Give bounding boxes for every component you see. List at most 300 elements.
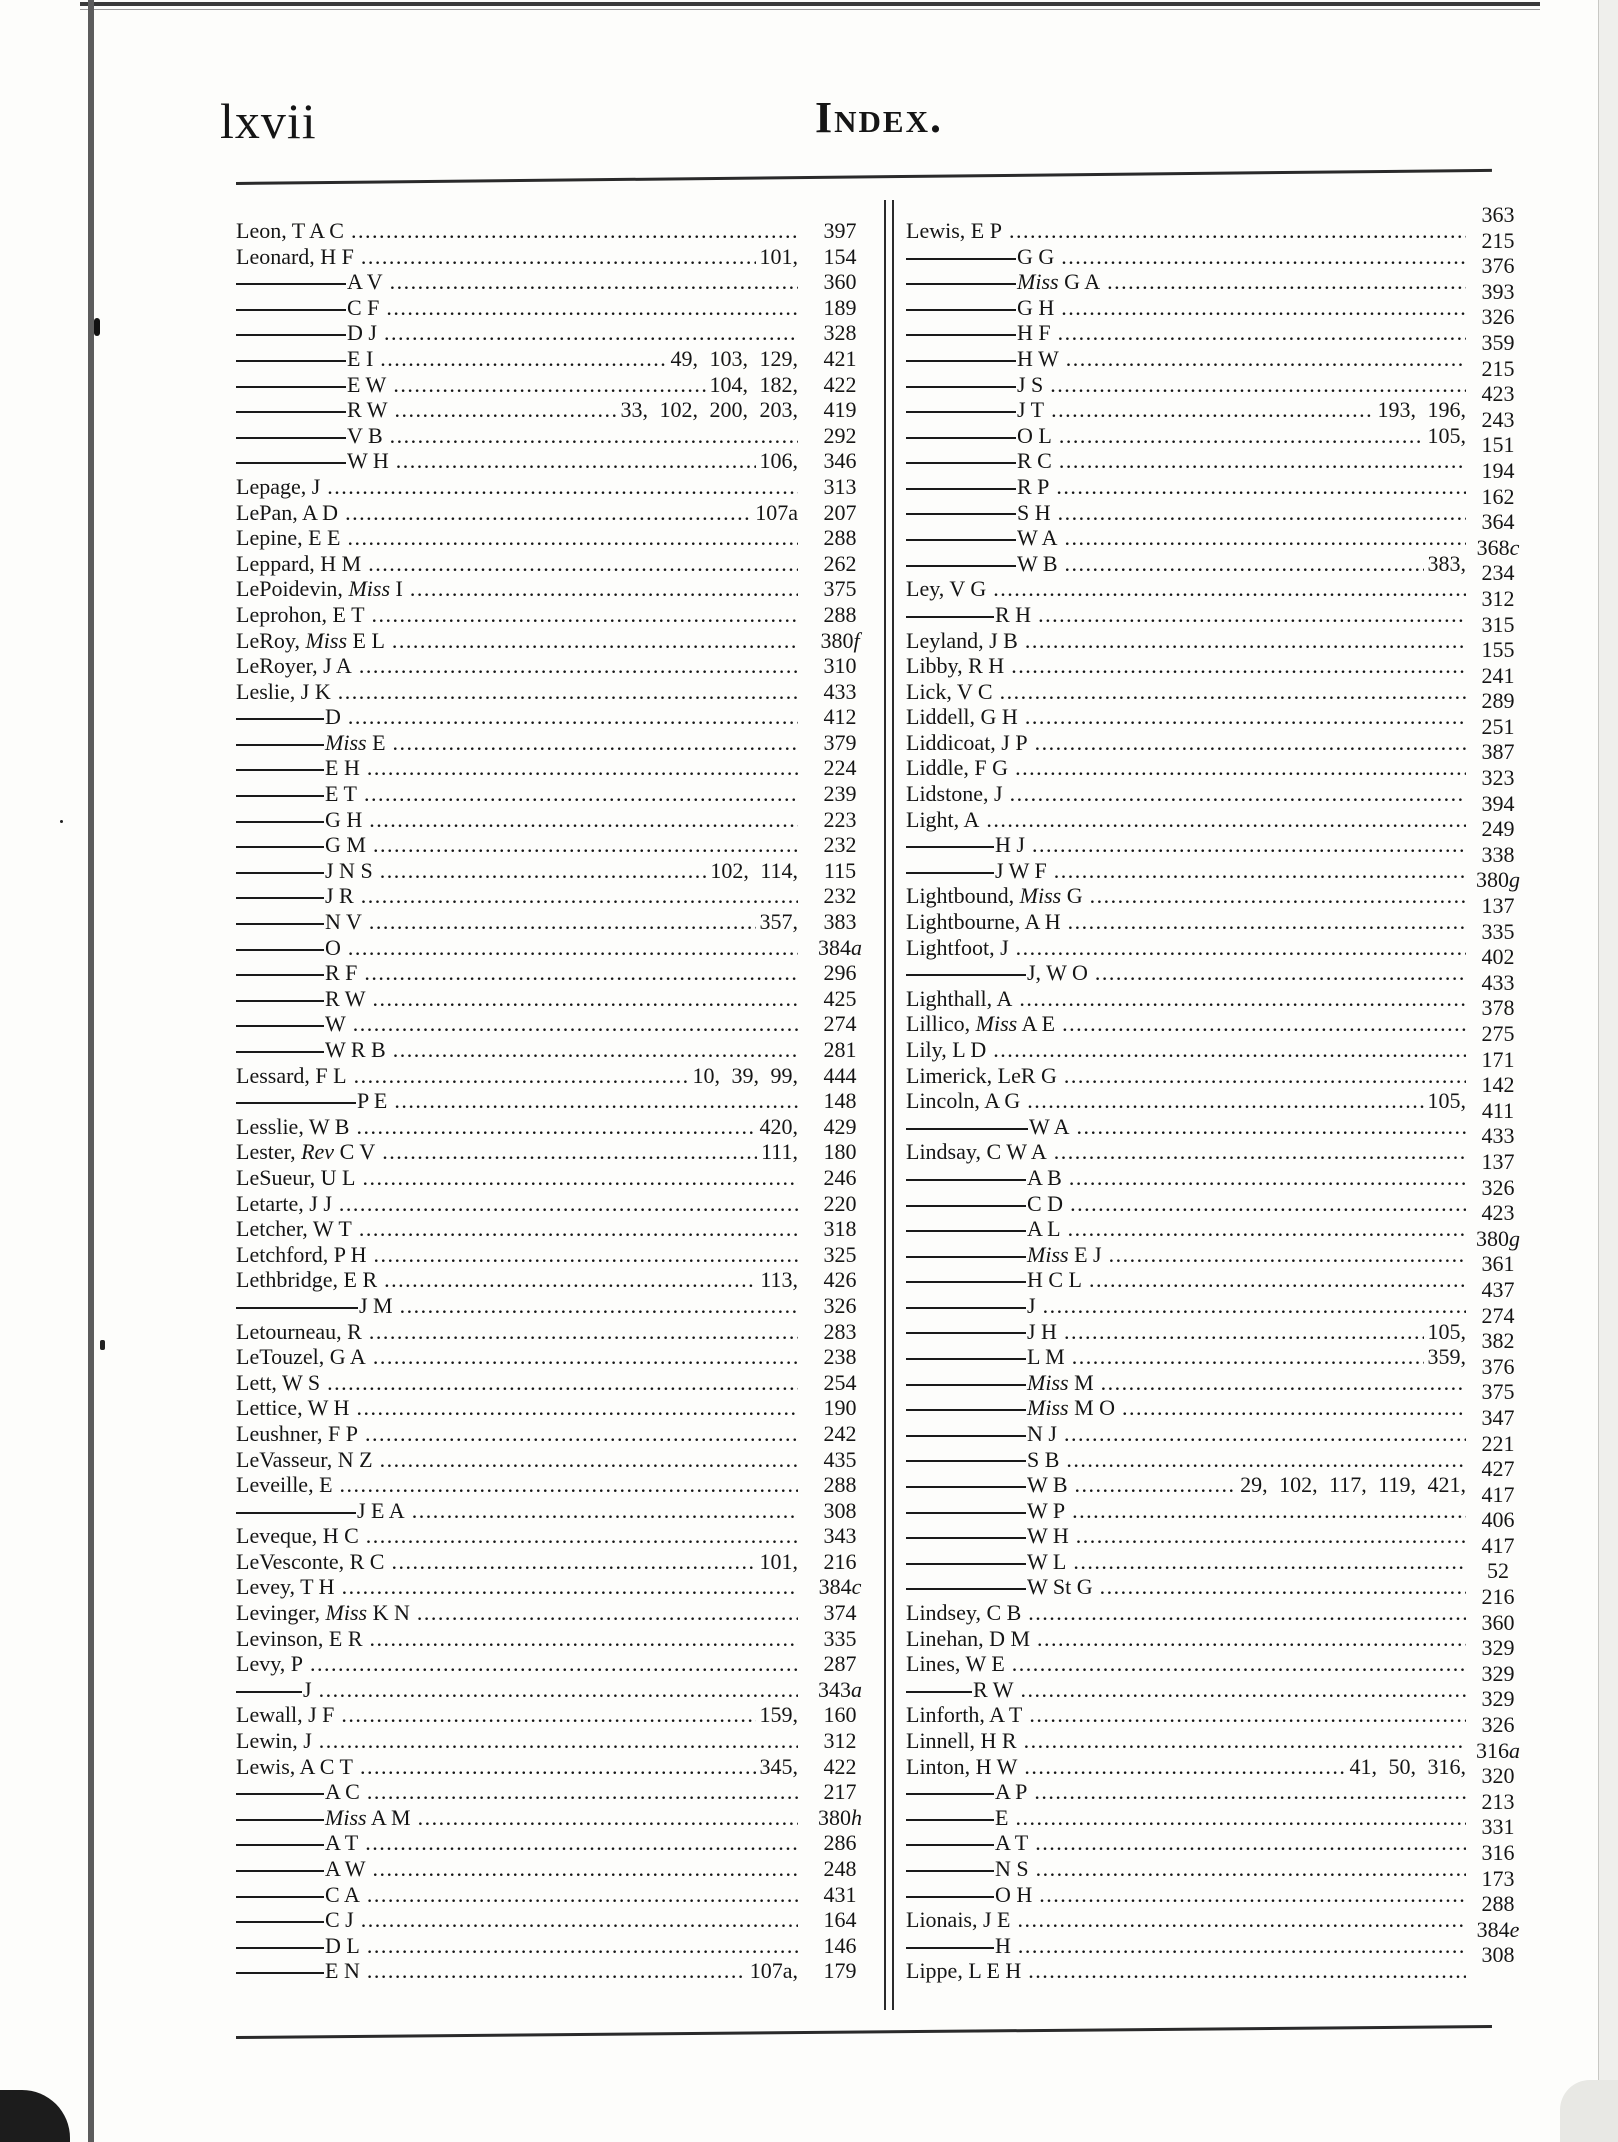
entry-page: 375 — [1481, 1379, 1515, 1405]
entry-page: 421 — [823, 345, 857, 371]
ditto-dash — [906, 360, 1016, 362]
ditto-dash — [236, 411, 346, 413]
index-entry — [906, 1123, 1526, 1165]
entry-page: 437 — [1481, 1276, 1515, 1302]
entry-name: LeTouzel, G A ..... — [236, 1344, 798, 1370]
entry-page: 249 — [1481, 816, 1515, 842]
ditto-dash — [236, 872, 324, 874]
ditto-dash — [906, 1409, 1026, 1411]
ditto-dash — [906, 616, 994, 618]
entry-page: 162 — [1481, 483, 1515, 509]
entry-page: 155 — [1481, 637, 1515, 663]
entry-page: 343 — [823, 1523, 857, 1549]
entry-name: E N ..... — [236, 1958, 798, 1984]
entry-page: 423 — [1481, 1200, 1515, 1226]
ditto-dash — [906, 1179, 1026, 1181]
entry-page: 179 — [823, 1958, 857, 1984]
ditto-dash — [906, 1230, 1026, 1232]
index-entry — [236, 372, 876, 398]
index-entry — [236, 832, 876, 858]
entry-page: 137 — [1481, 893, 1515, 919]
entry-name: A C ..... — [236, 1779, 798, 1805]
entry-page: 427 — [1481, 1456, 1515, 1482]
entry-page: 417 — [1481, 1481, 1515, 1507]
entry-name: H W ..... — [906, 346, 1466, 372]
entry-refs: 359, — [1424, 1344, 1467, 1370]
entry-page: 346 — [823, 448, 857, 474]
entry-name: E I ..... — [236, 346, 798, 372]
entry-page: 171 — [1481, 1046, 1515, 1072]
ditto-dash — [236, 1947, 324, 1949]
entry-page: 286 — [823, 1830, 857, 1856]
entry-name: H F ..... — [906, 320, 1466, 346]
entry-page: 154 — [823, 243, 857, 269]
entry-name: LeRoy, Miss E L ..... — [236, 628, 798, 654]
index-entry — [236, 1293, 876, 1319]
entry-name: Miss M O ..... — [906, 1395, 1466, 1421]
entry-name: E ..... — [906, 1805, 1466, 1831]
entry-name: V B ..... — [236, 423, 798, 449]
entry-name: Miss G A ..... — [906, 269, 1466, 295]
entry-refs: 49, 103, 129, — [667, 346, 799, 372]
entry-name: Lippe, L E H ..... — [906, 1958, 1466, 1984]
entry-name: W A ..... — [906, 1114, 1466, 1140]
entry-name: LeRoyer, J A ..... — [236, 653, 798, 679]
ditto-dash — [236, 1870, 324, 1872]
entry-page: 217 — [823, 1779, 857, 1805]
index-entry — [236, 218, 876, 244]
entry-name: LeVasseur, N Z ..... — [236, 1447, 798, 1473]
index-entry — [236, 1882, 876, 1908]
ditto-dash — [236, 1307, 358, 1309]
ditto-dash — [906, 1332, 1026, 1334]
index-entry — [236, 1779, 876, 1805]
ditto-dash — [906, 1384, 1026, 1386]
entry-page: 325 — [823, 1241, 857, 1267]
entry-page: 220 — [823, 1190, 857, 1216]
entry-name: W L ..... — [906, 1549, 1466, 1575]
ditto-dash — [236, 769, 324, 771]
entry-page: 411 — [1481, 1097, 1515, 1123]
entry-refs: 105, — [1424, 1088, 1467, 1114]
index-entry — [236, 704, 876, 730]
entry-name: N V ..... — [236, 909, 798, 935]
entry-page: 151 — [1481, 432, 1515, 458]
entry-name: W H ..... — [236, 448, 798, 474]
index-entry — [236, 1165, 876, 1191]
entry-page: 384e — [1476, 1916, 1520, 1942]
entry-page: 288 — [1481, 1891, 1515, 1917]
entry-page: 422 — [823, 1753, 857, 1779]
entry-name: J S ..... — [906, 372, 1466, 398]
entry-name: C F ..... — [236, 295, 798, 321]
entry-name: D L ..... — [236, 1933, 798, 1959]
entry-name: S B ..... — [906, 1447, 1466, 1473]
entry-name: W A ..... — [906, 525, 1466, 551]
ditto-dash — [236, 334, 346, 336]
entry-page: 274 — [823, 1011, 857, 1037]
ditto-dash — [236, 462, 346, 464]
entry-name: Lily, L D ..... — [906, 1037, 1466, 1063]
entry-page: 375 — [823, 576, 857, 602]
ditto-dash — [906, 1460, 1026, 1462]
entry-page: 146 — [823, 1932, 857, 1958]
entry-refs: 383, — [1424, 551, 1467, 577]
index-entry — [236, 679, 876, 705]
entry-name: R H ..... — [906, 602, 1466, 628]
entry-name: Miss E J ..... — [906, 1242, 1466, 1268]
entry-page: 374 — [823, 1600, 857, 1626]
entry-page: 380h — [818, 1804, 862, 1830]
entry-page: 232 — [823, 883, 857, 909]
ditto-dash — [236, 386, 346, 388]
entry-page: 394 — [1481, 790, 1515, 816]
index-entry — [236, 1242, 876, 1268]
entry-name: Lewis, E P ..... — [906, 218, 1466, 244]
index-entry — [236, 1600, 876, 1626]
index-entry — [236, 1626, 876, 1652]
entry-refs: 420, — [756, 1114, 799, 1140]
entry-name: W ..... — [236, 1011, 798, 1037]
ditto-dash — [236, 1691, 302, 1693]
entry-name: C A ..... — [236, 1882, 798, 1908]
entry-refs: 29, 102, 117, 119, 421, — [1236, 1472, 1466, 1498]
entry-name: P E ..... — [236, 1088, 798, 1114]
entry-page: 329 — [1481, 1660, 1515, 1686]
entry-page: 194 — [1481, 457, 1515, 483]
index-entry — [236, 755, 876, 781]
index-entry — [906, 202, 1526, 244]
page-curl — [1560, 2080, 1618, 2142]
ditto-dash — [236, 795, 324, 797]
entry-page: 262 — [823, 550, 857, 576]
entry-page: 248 — [823, 1856, 857, 1881]
entry-page: 215 — [1481, 227, 1515, 253]
entry-page: 423 — [1481, 381, 1515, 407]
entry-name: G G ..... — [906, 244, 1466, 270]
ditto-dash — [906, 411, 1016, 413]
entry-refs: 345, — [756, 1754, 799, 1780]
entry-name: G H ..... — [906, 295, 1466, 321]
entry-page: 359 — [1481, 329, 1515, 355]
entry-page: 316 — [1481, 1840, 1515, 1865]
index-entry — [236, 1267, 876, 1293]
index-entry — [236, 1574, 876, 1600]
entry-name: E H ..... — [236, 755, 798, 781]
entry-page: 241 — [1481, 662, 1515, 688]
ditto-dash — [906, 1205, 1026, 1207]
index-entry — [236, 397, 876, 423]
entry-name: A T ..... — [906, 1830, 1466, 1856]
entry-page: 190 — [823, 1395, 857, 1421]
entry-refs: 102, 114, — [706, 858, 798, 884]
entry-name: Letarte, J J ..... — [236, 1191, 798, 1217]
entry-page: 347 — [1481, 1404, 1515, 1430]
entry-name: R W ..... — [906, 1677, 1466, 1703]
index-entry — [236, 1088, 876, 1114]
entry-page: 368c — [1476, 534, 1520, 560]
entry-page: 393 — [1481, 278, 1515, 304]
entry-page: 281 — [823, 1037, 857, 1062]
index-entry — [236, 935, 876, 961]
ditto-dash — [236, 1921, 324, 1923]
entry-page: 328 — [823, 320, 857, 346]
entry-refs: 41, 50, 316, — [1346, 1754, 1467, 1780]
index-entry — [236, 883, 876, 909]
entry-name: Miss M ..... — [906, 1370, 1466, 1396]
top-border-line-thin — [80, 9, 1540, 10]
entry-page: 361 — [1481, 1251, 1515, 1277]
ditto-dash — [236, 821, 324, 823]
entry-page: 312 — [1481, 585, 1515, 611]
entry-page: 243 — [1481, 406, 1515, 432]
entry-name: Levy, P ..... — [236, 1651, 798, 1677]
entry-page: 435 — [823, 1446, 857, 1472]
entry-page: 164 — [823, 1907, 857, 1933]
ditto-dash — [906, 1870, 994, 1872]
index-entry — [236, 781, 876, 807]
ditto-dash — [906, 1819, 994, 1821]
entry-page: 148 — [823, 1088, 857, 1114]
ditto-dash — [906, 1128, 1028, 1130]
entry-name: J ..... — [906, 1293, 1466, 1319]
entry-name: Lett, W S ..... — [236, 1370, 798, 1396]
index-entry — [906, 1814, 1526, 1856]
index-entry — [236, 1191, 876, 1217]
entry-name: Lewis, A C T ..... — [236, 1754, 798, 1780]
entry-refs: 105, — [1424, 423, 1467, 449]
entry-name: Linnell, H R ..... — [906, 1728, 1466, 1754]
page-title: Index. — [815, 93, 943, 142]
entry-name: Miss A M ..... — [236, 1805, 798, 1831]
footer-rule — [236, 2025, 1492, 2039]
entry-page: 292 — [823, 422, 857, 448]
index-column-left — [236, 218, 876, 1984]
entry-refs: 107a — [751, 500, 798, 526]
entry-name: Light, A ..... — [906, 807, 1466, 833]
index-entry — [236, 1677, 876, 1703]
index-entry — [236, 1754, 876, 1780]
ditto-dash — [906, 283, 1016, 285]
ditto-dash — [236, 1512, 356, 1514]
ditto-dash — [236, 974, 324, 976]
index-entry — [236, 807, 876, 833]
ditto-dash — [906, 1844, 994, 1846]
index-entry — [236, 1447, 876, 1473]
ditto-dash — [906, 1281, 1026, 1283]
index-entry — [236, 346, 876, 372]
entry-page: 419 — [823, 397, 857, 423]
entry-name: Leyland, J B ..... — [906, 628, 1466, 654]
entry-name: Leslie, J K ..... — [236, 679, 798, 705]
entry-page: 251 — [1481, 713, 1515, 739]
entry-name: R W ..... — [236, 986, 798, 1012]
entry-name: Ley, V G ..... — [906, 576, 1466, 602]
ditto-dash — [906, 462, 1016, 464]
entry-name: J H ..... — [906, 1319, 1466, 1345]
ditto-dash — [906, 513, 1016, 515]
index-entry — [236, 730, 876, 756]
entry-page: 246 — [823, 1164, 857, 1190]
entry-name: Letcher, W T ..... — [236, 1216, 798, 1242]
ditto-dash — [906, 565, 1016, 567]
entry-name: R F ..... — [236, 960, 798, 986]
entry-page: 288 — [823, 1472, 857, 1498]
ditto-dash — [906, 1896, 994, 1898]
column-separator — [884, 200, 886, 2010]
entry-refs: 107a, — [746, 1958, 798, 1984]
entry-refs: 105, — [1424, 1319, 1467, 1345]
entry-page: 308 — [823, 1497, 857, 1523]
ditto-dash — [236, 1025, 324, 1027]
index-entry — [236, 1037, 876, 1063]
entry-page: 216 — [823, 1548, 857, 1574]
entry-name: Lindsey, C B ..... — [906, 1600, 1466, 1626]
entry-name: Levey, T H ..... — [236, 1574, 798, 1600]
entry-refs: 33, 102, 200, 203, — [617, 397, 799, 423]
ditto-dash — [236, 1102, 356, 1104]
index-entry — [906, 1379, 1526, 1421]
entry-name: Lillico, Miss A E ..... — [906, 1011, 1466, 1037]
entry-page: 382 — [1481, 1328, 1515, 1354]
entry-name: Miss E ..... — [236, 730, 798, 756]
entry-page: 180 — [823, 1139, 857, 1165]
entry-page: 213 — [1481, 1788, 1515, 1814]
ditto-dash — [906, 1563, 1026, 1565]
entry-name: Lewin, J ..... — [236, 1728, 798, 1754]
entry-page: 312 — [823, 1728, 857, 1754]
ditto-dash — [906, 539, 1016, 541]
entry-name: Levinson, E R ..... — [236, 1626, 798, 1652]
entry-page: 323 — [1481, 765, 1515, 791]
index-entry — [236, 1958, 876, 1984]
entry-refs: 111, — [757, 1139, 798, 1165]
entry-page: 115 — [823, 857, 857, 883]
entry-page: 360 — [823, 269, 857, 295]
ink-mark — [100, 1340, 105, 1350]
index-entry — [236, 1702, 876, 1728]
ditto-dash — [236, 1051, 324, 1053]
index-entry — [236, 1856, 876, 1882]
entry-page: 288 — [823, 601, 857, 627]
index-column-right — [906, 202, 1526, 1984]
entry-page: 315 — [1481, 611, 1515, 637]
entry-name: A T ..... — [236, 1830, 798, 1856]
entry-page: 296 — [823, 960, 857, 986]
index-entry — [236, 244, 876, 270]
entry-page: 378 — [1481, 995, 1515, 1021]
entry-name: A P ..... — [906, 1779, 1466, 1805]
entry-page: 380g — [1476, 867, 1520, 893]
entry-name: A L ..... — [906, 1216, 1466, 1242]
entry-page: 444 — [823, 1062, 857, 1088]
ditto-dash — [236, 1000, 324, 1002]
entry-name: Libby, R H ..... — [906, 653, 1466, 679]
ditto-dash — [236, 718, 324, 720]
entry-page: 326 — [1481, 304, 1515, 330]
index-entry — [236, 1114, 876, 1140]
entry-name: A W ..... — [236, 1856, 798, 1882]
entry-name: Lick, V C ..... — [906, 679, 1466, 705]
entry-page: 239 — [823, 781, 857, 807]
entry-page: 335 — [823, 1625, 857, 1651]
entry-page: 384c — [818, 1574, 862, 1600]
entry-name: J N S ..... — [236, 858, 798, 884]
entry-name: R C ..... — [906, 448, 1466, 474]
entry-page: 380g — [1476, 1225, 1520, 1251]
index-entry — [236, 1395, 876, 1421]
entry-page: 242 — [823, 1420, 857, 1446]
ditto-dash — [906, 1793, 994, 1795]
entry-page: 335 — [1481, 918, 1515, 944]
entry-name: Letourneau, R ..... — [236, 1319, 798, 1345]
entry-name: D ..... — [236, 704, 798, 730]
entry-name: A B ..... — [906, 1165, 1466, 1191]
entry-page: 320 — [1481, 1763, 1515, 1789]
entry-page: 364 — [1481, 509, 1515, 535]
ditto-dash — [906, 386, 1016, 388]
ditto-dash — [906, 846, 994, 848]
entry-name: H C L ..... — [906, 1267, 1466, 1293]
entry-name: J T ..... — [906, 397, 1466, 423]
index-entry — [236, 1344, 876, 1370]
entry-refs: 104, 182, — [706, 372, 799, 398]
entry-page: 380f — [820, 627, 860, 653]
index-entry — [236, 1139, 876, 1165]
entry-name: J ..... — [236, 1677, 798, 1703]
index-entry — [236, 551, 876, 577]
entry-refs: 193, 196, — [1374, 397, 1467, 423]
ditto-dash — [906, 1486, 1026, 1488]
entry-page: 52 — [1487, 1558, 1509, 1584]
entry-name: Leushner, F P ..... — [236, 1421, 798, 1447]
index-entry — [236, 960, 876, 986]
index-entry — [236, 1523, 876, 1549]
ditto-dash — [906, 1435, 1026, 1437]
entry-name: E W ..... — [236, 372, 798, 398]
entry-page: 288 — [823, 525, 857, 551]
ditto-dash — [236, 1819, 324, 1821]
ditto-dash — [906, 1691, 972, 1693]
entry-page: 308 — [1481, 1942, 1515, 1968]
entry-page: 313 — [823, 473, 857, 499]
entry-page: 287 — [823, 1651, 857, 1677]
entry-name: Lepage, J ..... — [236, 474, 798, 500]
entry-page: 363 — [1481, 202, 1515, 227]
index-entry — [236, 602, 876, 628]
index-entry — [236, 1830, 876, 1856]
entry-refs: 113, — [756, 1267, 798, 1293]
entry-name: Lidstone, J ..... — [906, 781, 1466, 807]
index-entry — [236, 1370, 876, 1396]
entry-page: 221 — [1481, 1430, 1515, 1456]
entry-name: Leprohon, E T ..... — [236, 602, 798, 628]
entry-page: 275 — [1481, 1021, 1515, 1046]
entry-page: 326 — [1481, 1712, 1515, 1738]
index-entry — [236, 628, 876, 654]
entry-page: 397 — [823, 218, 857, 243]
entry-page: 326 — [823, 1292, 857, 1318]
entry-page: 433 — [823, 678, 857, 704]
ditto-dash — [906, 974, 1026, 976]
index-entry — [236, 448, 876, 474]
entry-name: Lightbound, Miss G ..... — [906, 883, 1466, 909]
entry-name: Lepine, E E ..... — [236, 525, 798, 551]
index-entry — [236, 320, 876, 346]
ditto-dash — [236, 283, 346, 285]
entry-page: 360 — [1481, 1609, 1515, 1635]
index-entry — [236, 474, 876, 500]
